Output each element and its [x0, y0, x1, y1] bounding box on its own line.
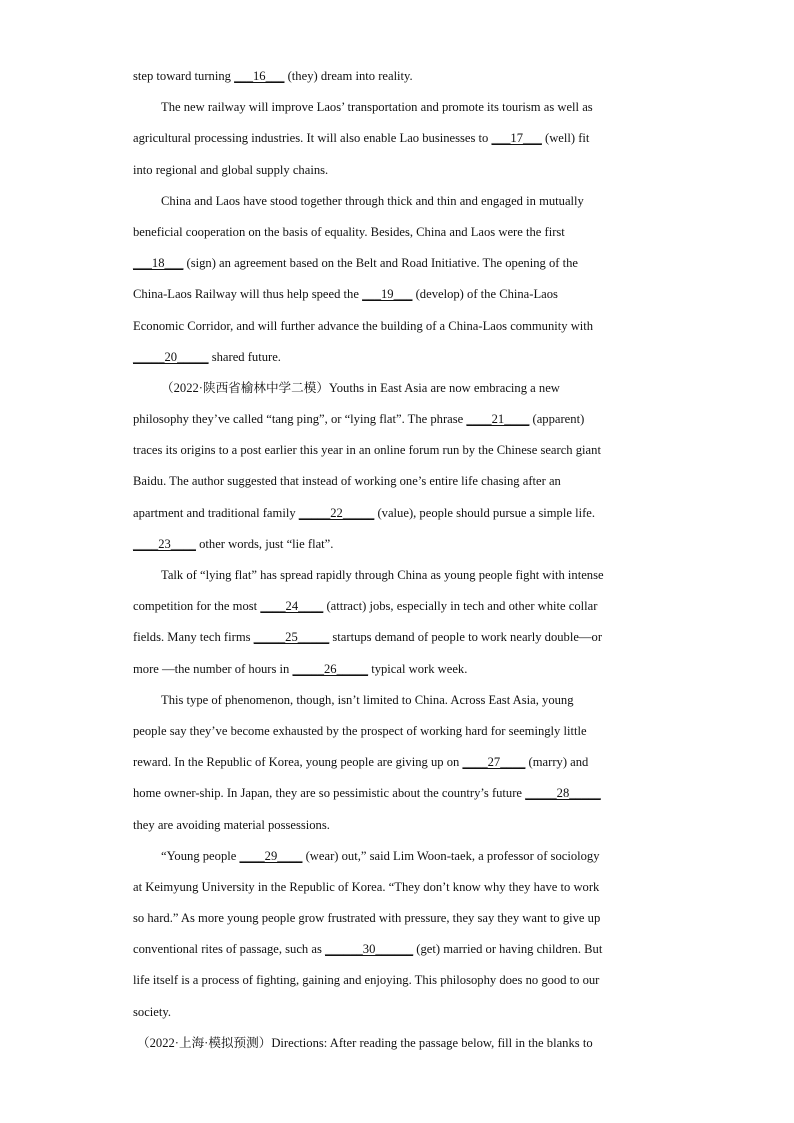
text-line: This type of phenomenon, though, isn’t limited to China. Across East Asia, young [161, 692, 574, 707]
blank-16[interactable]: ___16___ [234, 69, 285, 83]
text-line: reward. In the Republic of Korea, young people are giving up on ____27____ (marry) and [133, 755, 589, 770]
text-line: home owner-ship. In Japan, they are so pessimistic about the country’s future _____28_____ [133, 786, 601, 801]
text-line: philosophy they’ve called “tang ping”, or “lying flat”. The phrase ____21____ (apparent) [133, 412, 585, 427]
blank-18[interactable]: ___18___ [133, 256, 184, 271]
text-line: life itself is a process of fighting, gaining and enjoying. This philosophy does no good to our [133, 973, 600, 988]
text-line: into regional and global supply chains. [133, 162, 329, 177]
text-line: fields. Many tech firms _____25_____ startups demand of people to work nearly double—or [133, 630, 603, 645]
blank-21[interactable]: ____21____ [466, 412, 530, 427]
text-line: step toward turning ___16___ (they) dream into reality. [133, 69, 413, 83]
text-line: beneficial cooperation on the basis of equality. Besides, China and Laos were the first [133, 224, 565, 239]
text-line: ___18___ (sign) an agreement based on the Belt and Road Initiative. The opening of the [133, 256, 578, 271]
blank-23[interactable]: ____23____ [133, 536, 196, 551]
blank-22[interactable]: _____22_____ [298, 505, 375, 520]
blank-29[interactable]: ____29____ [239, 848, 303, 863]
blank-28[interactable]: _____28_____ [525, 786, 601, 801]
text-line: conventional rites of passage, such as ______30______ (get) married or having children. But [133, 942, 603, 957]
text-line: Talk of “lying flat” has spread rapidly through China as young people fight with intense [161, 568, 604, 582]
text-line: Economic Corridor, and will further advance the building of a China-Laos community with [133, 318, 594, 333]
text-line: （2022·陕西省榆林中学二模）Youths in East Asia are now embracing a new [161, 380, 560, 395]
passage-body [133, 61, 655, 1059]
blank-19[interactable]: ___19___ [362, 287, 413, 302]
blank-27[interactable]: ____27____ [462, 755, 526, 770]
text-line: people say they’ve become exhausted by the prospect of working hard for seemingly little [133, 723, 587, 738]
text-line: they are avoiding material possessions. [133, 817, 330, 832]
text-line: “Young people ____29____ (wear) out,” said Lim Woon-taek, a professor of sociology [161, 848, 600, 863]
text-line: _____20_____ shared future. [133, 349, 281, 364]
text-line: （2022·上海·模拟预测）Directions: After reading the passage below, fill in the blanks to [137, 1035, 593, 1050]
blank-17[interactable]: ___17___ [491, 131, 542, 146]
text-line: at Keimyung University in the Republic of Korea. “They don’t know why they have to work [133, 879, 600, 894]
blank-26[interactable]: _____26_____ [292, 661, 369, 676]
text-line: society. [133, 1004, 172, 1019]
text-line: ____23____ other words, just “lie flat”. [133, 536, 334, 551]
text-line: so hard.” As more young people grow frustrated with pressure, they say they want to give up [133, 911, 601, 926]
text-line: apartment and traditional family _____22_____ (value), people should pursue a simple life. [133, 505, 596, 520]
blank-30[interactable]: ______30______ [325, 942, 414, 957]
text-line: China and Laos have stood together through thick and thin and engaged in mutually [161, 193, 584, 208]
text-line: The new railway will improve Laos’ transportation and promote its tourism as well as [161, 100, 593, 115]
text-line: agricultural processing industries. It will also enable Lao businesses to ___17___ (well) fit [133, 131, 590, 146]
blank-24[interactable]: ____24____ [260, 599, 324, 614]
text-line: traces its origins to a post earlier this year in an online forum run by the Chinese search giant [133, 443, 601, 458]
text-line: more —the number of hours in _____26_____ typical work week. [133, 661, 468, 676]
text-line: competition for the most ____24____ (attract) jobs, especially in tech and other white collar [133, 599, 598, 614]
blank-20[interactable]: _____20_____ [133, 349, 209, 364]
text-line: China-Laos Railway will thus help speed the ___19___ (develop) of the China-Laos [133, 287, 558, 302]
text-line: Baidu. The author suggested that instead of working one’s entire life chasing after an [133, 474, 561, 489]
blank-25[interactable]: _____25_____ [253, 630, 330, 645]
